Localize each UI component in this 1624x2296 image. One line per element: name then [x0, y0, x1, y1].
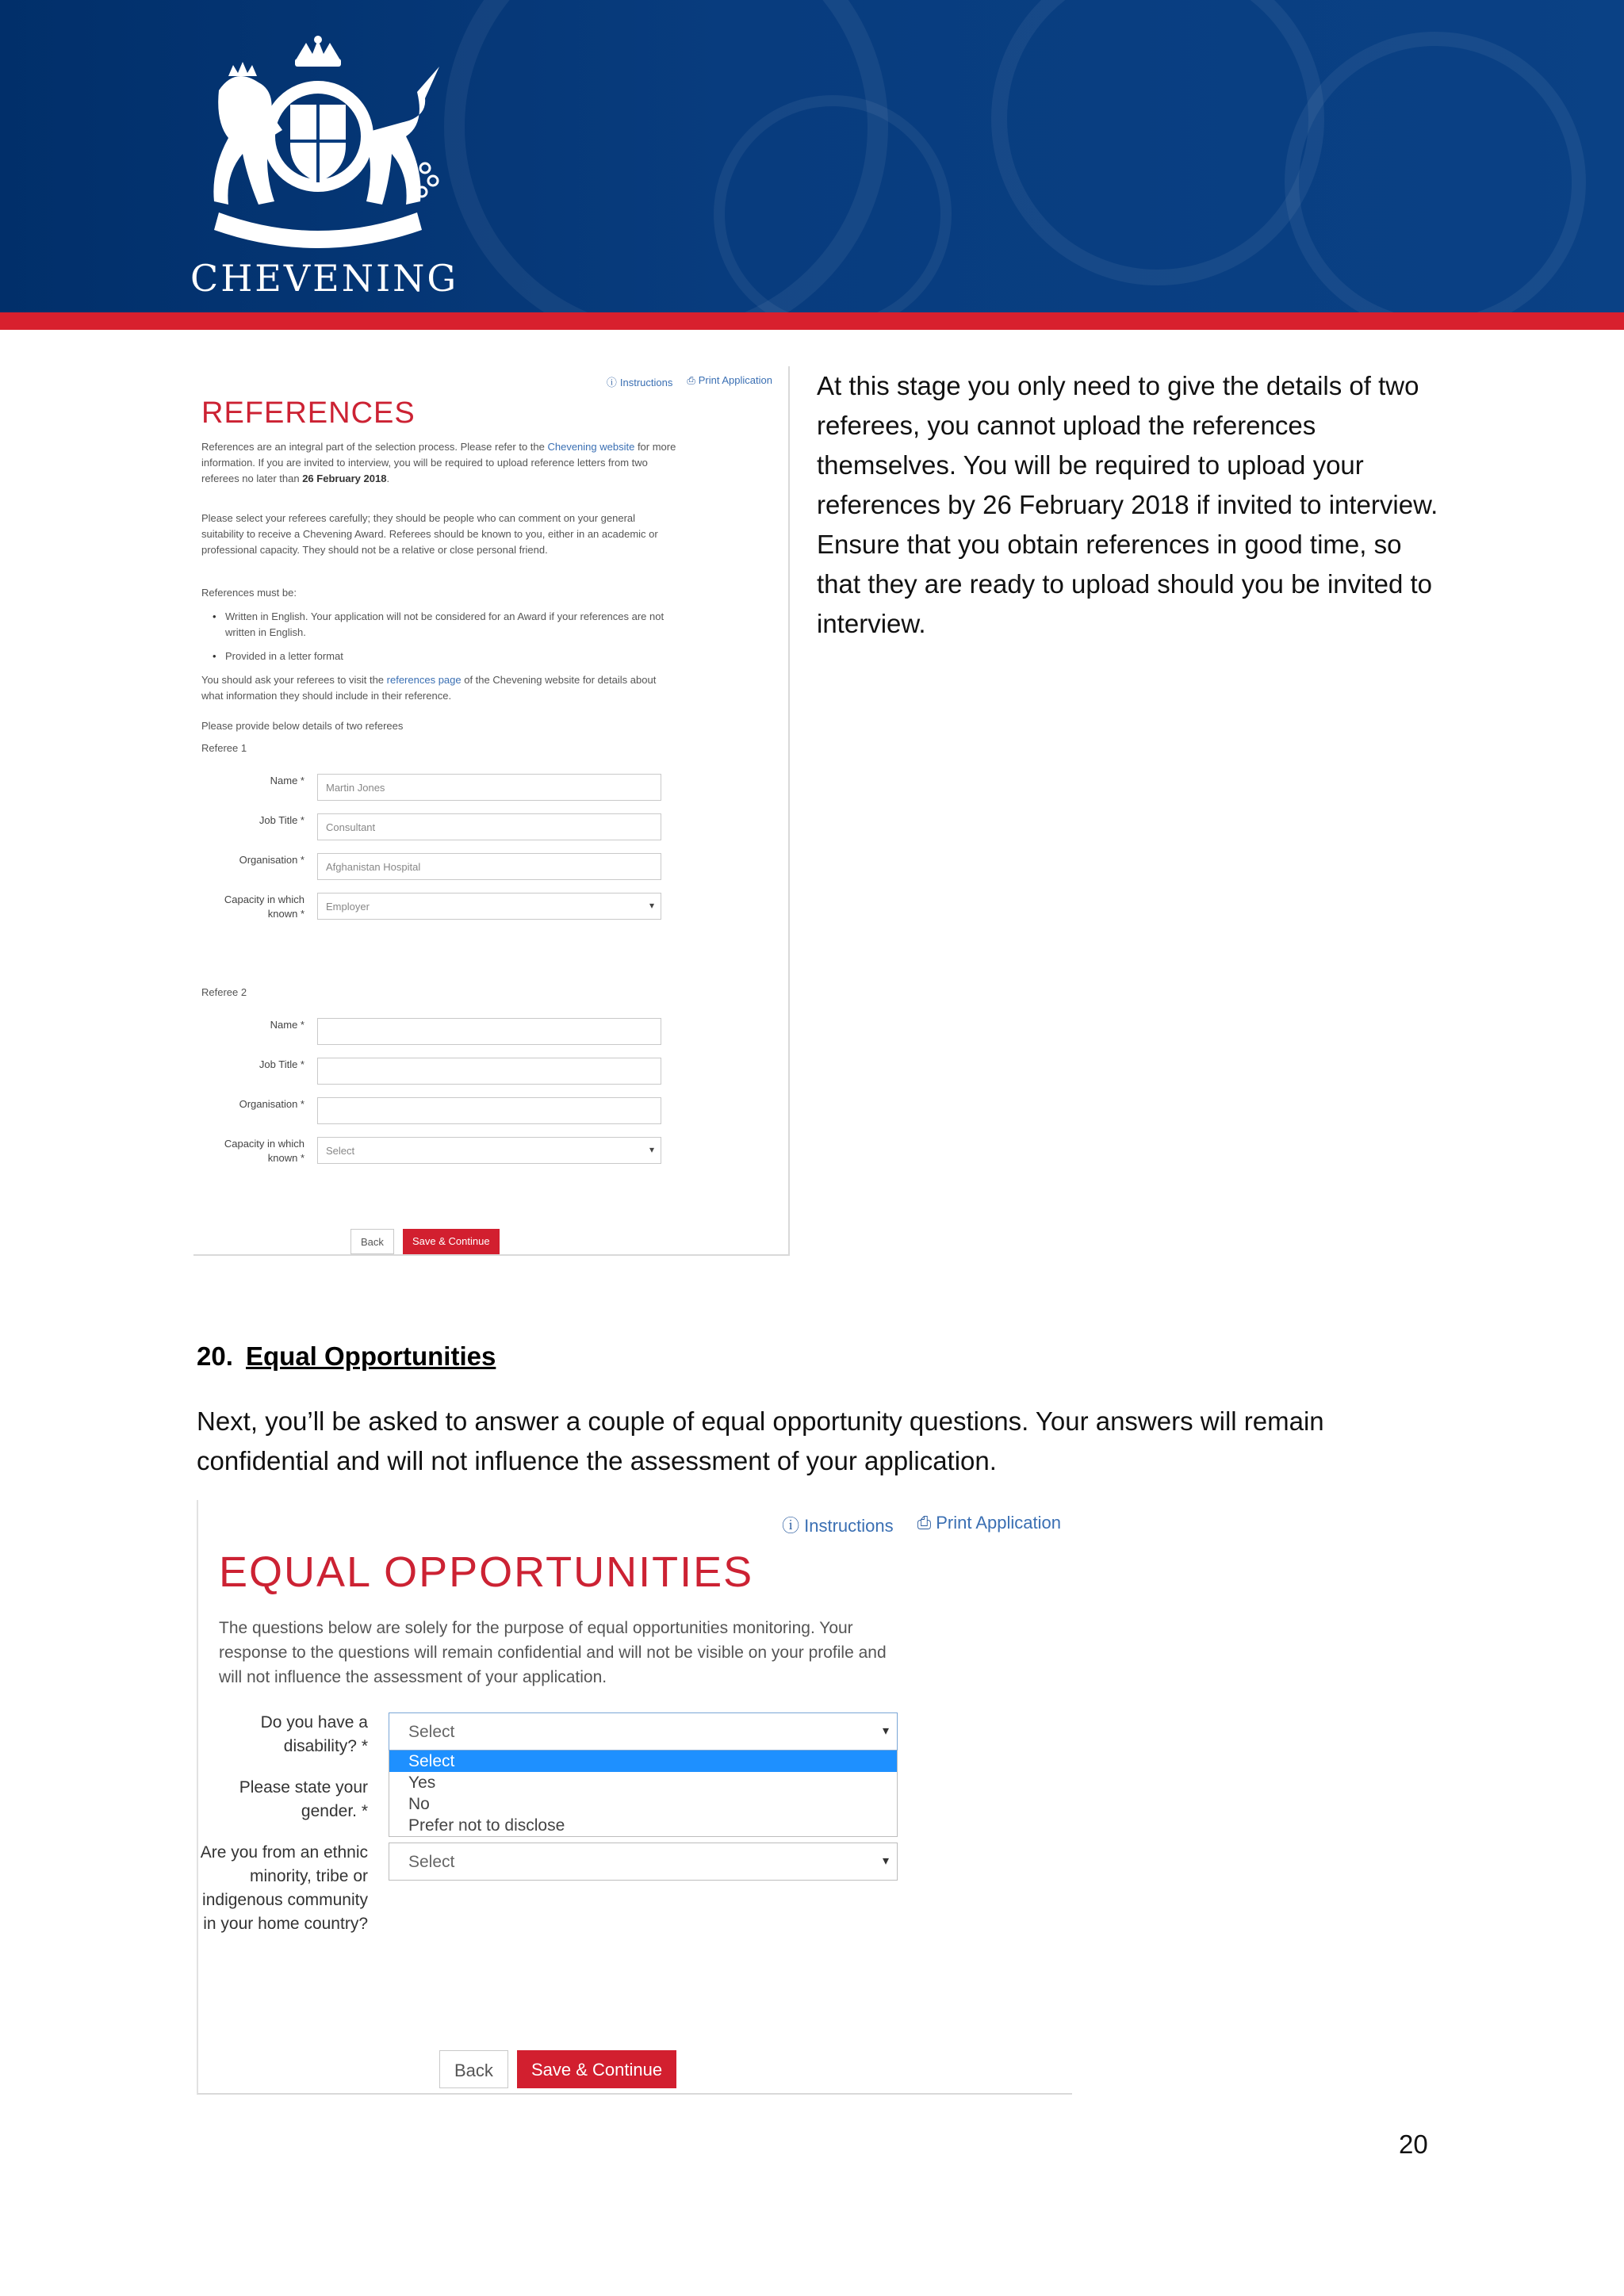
referee-1-heading: Referee 1 [201, 742, 247, 754]
disability-select-value: Select [408, 1723, 455, 1741]
referee-2-organisation-label: Organisation * [239, 1098, 304, 1110]
dropdown-caret-icon: ▾ [882, 1854, 889, 1868]
instructions-link-label: Instructions [804, 1516, 894, 1536]
printer-icon: ⎙ [917, 1513, 932, 1533]
references-page-link[interactable]: references page [386, 674, 462, 686]
eo-intro-paragraph: The questions below are solely for the purpose of equal opportunities monitoring. Your response to the questions will remain confidential and will not be visible on your profile and will not influence the assessment of your application. [219, 1619, 887, 1686]
instructions-link[interactable] [782, 1513, 894, 1537]
gender-question-label: Please state your gender. * [239, 1778, 368, 1820]
section-paragraph: Next, you’ll be asked to answer a couple of equal opportunity questions. Your answers will remain confidential and will not influence the assessment of your application. [197, 1406, 1324, 1475]
watermark-crest-shape [991, 0, 1324, 285]
disability-dropdown-list [389, 1751, 898, 1837]
text-fragment: . [386, 473, 390, 484]
referee-selection-paragraph: Please select your referees carefully; they should be people who can comment on your general suitability to receive a Chevening Award. Referees should be known to you, either in an academic or professional capacity. They should not be a relative or close personal friend. [201, 512, 658, 556]
section-title: Equal Opportunities [246, 1341, 496, 1371]
dropdown-option-no[interactable]: No [408, 1795, 430, 1813]
equal-opportunities-form-screenshot [197, 1500, 1072, 2095]
references-explanation-text: At this stage you only need to give the details of two referees, you cannot upload the references themselves. You will be required to upload your references by 26 February 2018 if invited to interview. Ensure that you obtain references in good time, so that they are ready to upload should you be invited to interview. [817, 371, 1438, 638]
referee-2-capacity-label: Capacity in which known * [224, 1138, 304, 1164]
referee-1-organisation-input[interactable]: Afghanistan Hospital [317, 853, 661, 880]
text-fragment: References are an integral part of the selection process. Please refer to the [201, 441, 548, 453]
section-number: 20. [197, 1341, 233, 1371]
references-form-screenshot [193, 366, 790, 1256]
text-fragment: for more information. If you are invited to interview, you will be required to upload reference letters from two referees no later than [201, 441, 676, 484]
referee-2-job-title-input[interactable] [317, 1058, 661, 1085]
printer-icon: ⎙ [687, 374, 695, 386]
print-application-link[interactable] [917, 1513, 1061, 1537]
referee-1-capacity-select[interactable]: Employer ▾ [317, 893, 661, 920]
bullet-written-in-english: • Written in English. Your application will not be considered for an Award if your references are not written in English. [213, 609, 665, 641]
back-button[interactable]: Back [439, 2050, 508, 2088]
referee-1-job-title-input[interactable]: Consultant [317, 813, 661, 840]
save-continue-button[interactable]: Save & Continue [403, 1229, 500, 1254]
referee-1-organisation-label: Organisation * [239, 854, 304, 866]
info-icon: ⓘ [782, 1516, 800, 1536]
eo-top-links [782, 1513, 1061, 1537]
two-referees-instruction: Please provide below details of two referees [201, 720, 404, 732]
dropdown-option-prefer-not[interactable]: Prefer not to disclose [408, 1816, 565, 1835]
referee-1-job-title-label: Job Title * [259, 814, 304, 826]
referee-1-name-label: Name * [270, 775, 304, 786]
header-red-band [0, 312, 1624, 330]
ethnic-minority-question-label: Are you from an ethnic minority, tribe or indigenous community in your home country? [200, 1843, 368, 1933]
page-number: 20 [1399, 2130, 1428, 2159]
back-button[interactable]: Back [350, 1229, 394, 1254]
disability-select[interactable] [389, 1712, 898, 1751]
references-top-links [607, 374, 772, 389]
ethnic-minority-select[interactable] [389, 1843, 898, 1881]
dropdown-option-yes[interactable]: Yes [408, 1774, 436, 1792]
references-page-paragraph [201, 672, 677, 704]
print-link-label: Print Application [936, 1513, 1061, 1533]
referee-2-capacity-select[interactable]: Select ▾ [317, 1137, 661, 1164]
print-link-label: Print Application [698, 374, 772, 386]
references-title: REFERENCES [201, 396, 416, 430]
info-icon: ⓘ [606, 377, 617, 388]
royal-coat-of-arms-logo [187, 35, 449, 257]
referee-2-job-title-label: Job Title * [259, 1058, 304, 1070]
deadline-date: 26 February 2018 [302, 473, 387, 484]
referee-2-organisation-input[interactable] [317, 1097, 661, 1124]
referee-1-name-input[interactable]: Martin Jones [317, 774, 661, 801]
watermark-crest-shape [714, 95, 952, 312]
instructions-link[interactable] [607, 374, 673, 389]
save-continue-button[interactable]: Save & Continue [517, 2050, 676, 2088]
watermark-crest-shape [1285, 32, 1586, 312]
chevening-website-link[interactable]: Chevening website [547, 441, 635, 453]
chevening-brand-name: CHEVENING [190, 257, 459, 300]
referee-1-capacity-label: Capacity in which known * [224, 894, 304, 920]
references-intro-paragraph [201, 439, 677, 487]
instructions-link-label: Instructions [619, 377, 673, 388]
references-must-be-label: References must be: [201, 587, 297, 599]
ethnic-minority-select-value: Select [408, 1853, 455, 1871]
disability-question-label: Do you have a disability? * [260, 1713, 368, 1755]
text-fragment: of the Chevening website for details about what information they should include in their reference. [201, 674, 657, 702]
dropdown-option-select[interactable]: Select [389, 1751, 897, 1772]
print-application-link[interactable] [687, 374, 772, 389]
bullet-letter-format: • Provided in a letter format [213, 649, 665, 664]
dropdown-caret-icon: ▾ [882, 1724, 889, 1738]
text-fragment: You should ask your referees to visit the [201, 674, 387, 686]
eo-title: EQUAL OPPORTUNITIES [219, 1548, 754, 1596]
referee-2-heading: Referee 2 [201, 986, 247, 998]
referee-2-name-label: Name * [270, 1019, 304, 1031]
referee-2-name-input[interactable] [317, 1018, 661, 1045]
chevening-header [0, 0, 1624, 312]
